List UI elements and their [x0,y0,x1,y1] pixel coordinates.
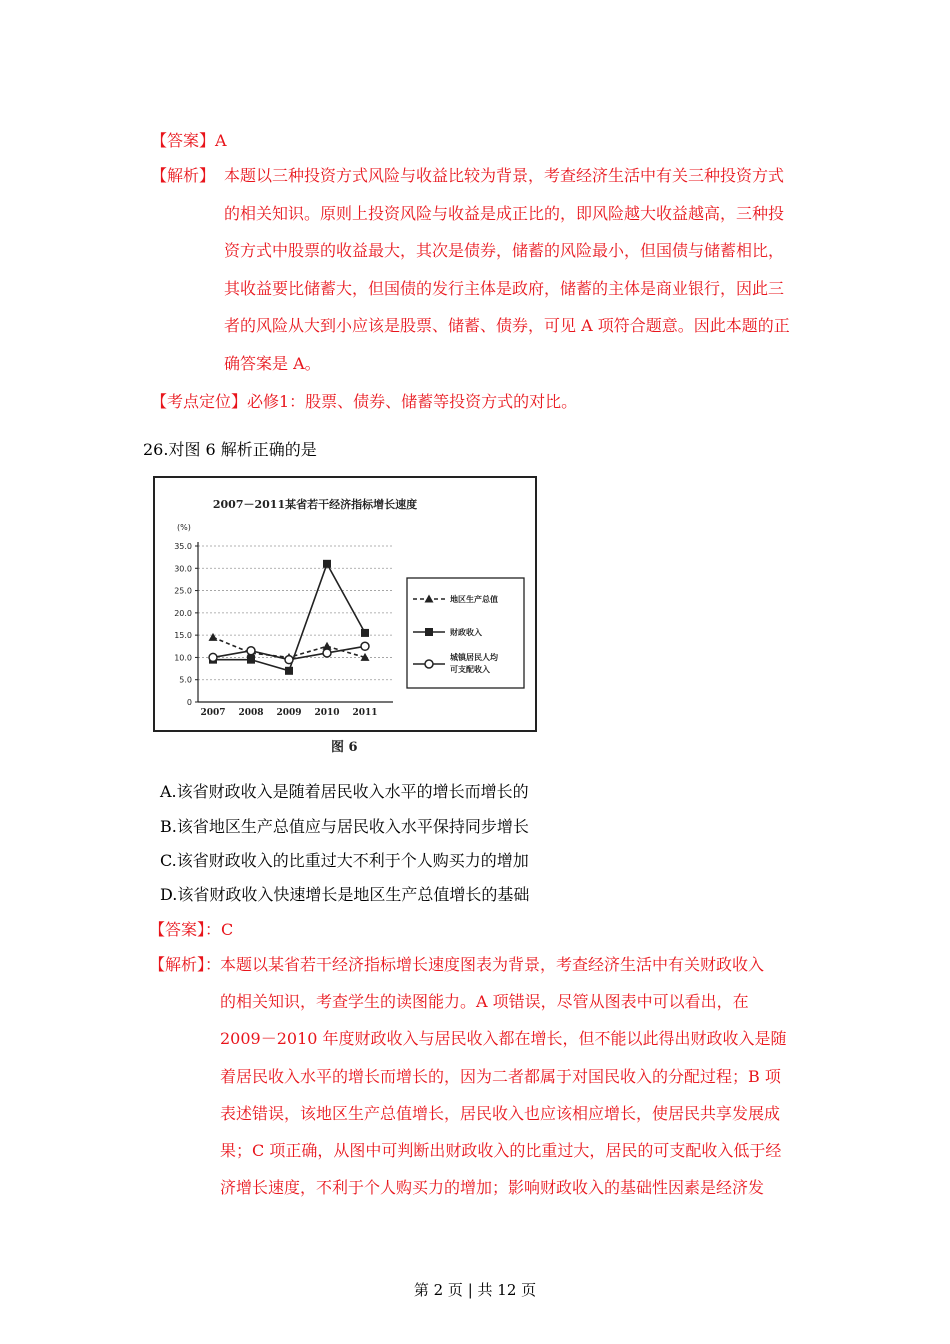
answer-label: 【答案】 [151,131,216,150]
legend-marker-2 [425,628,433,636]
kaodian-line: 【考点定位】必修1：股票、债券、储蓄等投资方式的对比。 [151,392,578,411]
analysis2-line: 济增长速度，不利于个人购买力的增加；影响财政收入的基础性因素是经济发 [220,1178,765,1197]
analysis-line: 资方式中股票的收益最大，其次是债券，储蓄的风险最小，但国债与储蓄相比， [224,241,785,260]
data-point-s2 [247,656,255,664]
option-d: D.该省财政收入快速增长是地区生产总值增长的基础 [160,885,530,904]
analysis2-line: 表述错误，该地区生产总值增长，居民收入也应该相应增长，使居民共享发展成 [220,1104,781,1123]
data-point-s3 [361,642,369,650]
data-point-s3 [285,656,293,664]
y-tick-label: 10.0 [174,653,192,663]
y-tick-label: 20.0 [174,608,192,618]
y-tick-label: 15.0 [174,631,192,641]
analysis2-line: 果；C 项正确，从图中可判断出财政收入的比重过大，居民的可支配收入低于经 [220,1141,782,1160]
legend-label-1: 地区生产总值 [450,594,498,604]
figure-6-chart [153,476,537,732]
answer-line-1 [151,128,227,151]
answer-value: A [215,131,227,150]
analysis-line: 者的风险从大到小应该是股票、储蓄、债券，可见 A 项符合题意。因此本题的正 [224,316,790,335]
analysis-line: 本题以三种投资方式风险与收益比较为背景，考查经济生活中有关三种投资方式 [224,166,785,185]
chart-title: 2007－2011某省若干经济指标增长速度 [212,498,418,511]
x-tick-label: 2011 [352,708,378,718]
data-point-s2 [285,667,293,675]
data-point-s1 [209,633,218,641]
question-stem: 26.对图 6 解析正确的是 [143,440,317,459]
y-tick-label: 5.0 [179,675,192,685]
x-tick-label: 2010 [314,708,340,718]
answer-line-2: 【答案】：C [149,920,234,939]
analysis2-line: 2009－2010 年度财政收入与居民收入都在增长，但不能以此得出财政收入是随 [220,1029,787,1048]
figure-caption: 图 6 [331,740,358,755]
analysis2-line: 的相关知识，考查学生的读图能力。A 项错误，尽管从图表中可以看出，在 [220,992,749,1011]
data-point-s3 [209,653,217,661]
x-tick-label: 2008 [238,708,264,718]
legend-label-3: 可支配收入 [450,664,490,674]
analysis-line: 其收益要比储蓄大，但国债的发行主体是政府，储蓄的主体是商业银行，因此三 [224,279,785,298]
analysis2-line: 本题以某省若干经济指标增长速度图表为背景，考查经济生活中有关财政收入 [220,955,765,974]
y-axis-unit: (%) [177,523,191,532]
page-footer: 第 2 页 | 共 12 页 [413,1281,537,1299]
y-tick-label: 35.0 [174,542,192,551]
analysis-line: 的相关知识。原则上投资风险与收益是成正比的，即风险越大收益越高，三种投 [224,204,785,223]
option-a: A.该省财政收入是随着居民收入水平的增长而增长的 [160,782,529,801]
y-tick-label: 30.0 [174,564,192,574]
data-point-s2 [361,629,369,637]
legend-label-3: 城镇居民人均 [450,652,498,662]
option-b: B.该省地区生产总值应与居民收入水平保持同步增长 [160,817,529,836]
analysis-label: 【解析】 [151,166,216,185]
data-point-s3 [247,647,255,655]
data-point-s2 [323,560,331,568]
y-tick-label: 25.0 [174,586,192,596]
chart-svg [155,478,531,726]
data-point-s3 [323,649,331,657]
analysis2-label: 【解析】： [149,955,222,974]
analysis2-line: 着居民收入水平的增长而增长的，因为二者都属于对国民收入的分配过程；B 项 [220,1067,781,1086]
x-tick-label: 2009 [276,708,302,718]
analysis-line: 确答案是 A。 [224,354,321,373]
x-tick-label: 2007 [200,708,226,718]
y-tick-label: 0 [186,698,192,707]
legend-marker-3 [425,660,433,668]
legend-label-2: 财政收入 [450,627,482,637]
option-c: C.该省财政收入的比重过大不利于个人购买力的增加 [160,851,529,870]
